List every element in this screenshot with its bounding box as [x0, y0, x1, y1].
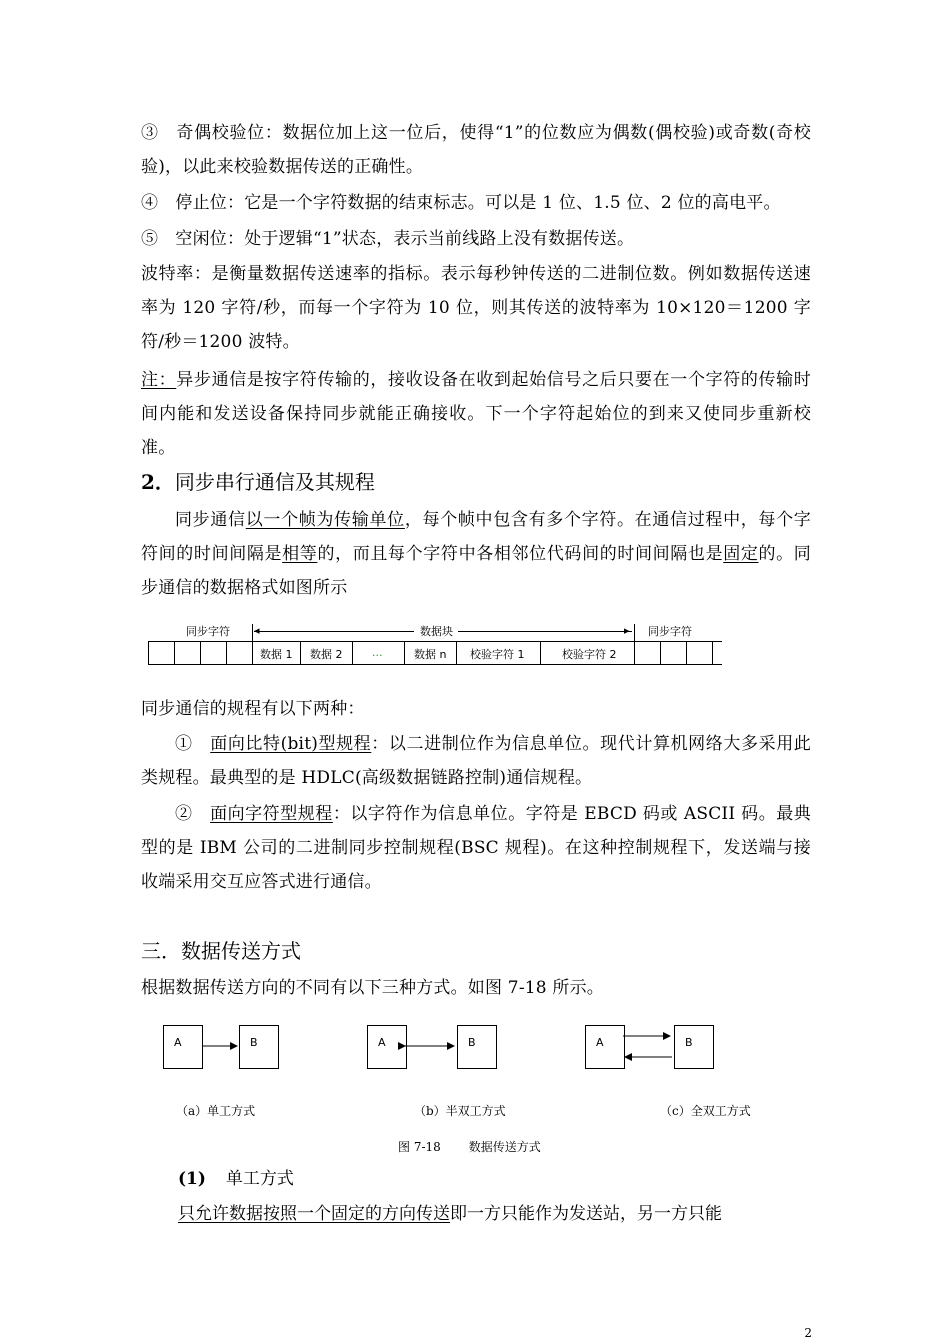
node-label: B — [685, 1036, 693, 1049]
data-block-label: 数据块 — [420, 625, 453, 638]
text-run: 同步通信 — [175, 510, 246, 530]
caption-simplex: （a）单工方式 — [176, 1104, 256, 1118]
list-number: ② — [175, 804, 211, 824]
half-duplex-node-a — [367, 1025, 407, 1069]
figure-caption — [398, 1138, 541, 1155]
caption-half-duplex: （b）半双工方式 — [414, 1104, 506, 1118]
node-label: A — [378, 1036, 386, 1049]
list-number: ① — [175, 734, 211, 754]
paragraph-idle-bit: ⑤ 空闲位：处于逻辑“1”状态，表示当前线路上没有数据传送。 — [141, 229, 635, 249]
paragraph-parity-bit: ③ 奇偶校验位：数据位加上这一位后，使得“1”的位数应为偶数(偶校验)或奇数(奇校验)，以此来校验数据传送的正确性。 — [141, 123, 811, 177]
subheading-number: (1) — [178, 1169, 206, 1189]
data-2-cell: 数据 2 — [310, 648, 343, 661]
node-label: A — [174, 1036, 182, 1049]
underlined-run: 只允许数据按照一个固定的方向传送 — [178, 1204, 450, 1224]
figure-number: 图 7-18 — [398, 1140, 441, 1154]
figure-title: 数据传送方式 — [468, 1140, 541, 1154]
caption-full-duplex: （c）全双工方式 — [660, 1104, 751, 1118]
section-heading-transfer: 三．数据传送方式 — [141, 939, 301, 963]
page-number: 2 — [804, 1326, 812, 1340]
text-run: ：以字符作为信息单位。字符是 EBCD 码或 ASCII 码。最典型的是 IBM 公司的二进制同步控制规程(BSC 规程)。在这种控制规程下，发送端与接收端采用交互应答式进行通信。 — [141, 804, 812, 892]
paragraph-simplex — [178, 1199, 722, 1224]
check-char-2-cell: 校验字符 2 — [562, 648, 617, 661]
text-run: ，每个帧中包含有多个字符。在通信过程中，每个字符间的时间间隔是 — [141, 510, 811, 564]
underlined-run: 相等 — [282, 544, 318, 564]
underlined-run: 固定 — [723, 544, 759, 564]
data-1-cell: 数据 1 — [260, 648, 293, 661]
underlined-run: 以一个帧为传输单位 — [245, 510, 405, 530]
subheading-text: 单工方式 — [225, 1169, 294, 1189]
paragraph-baud-rate: 波特率：是衡量数据传送速率的指标。表示每秒钟传送的二进制位数。例如数据传送速率为 120 字符/秒，而每一个字符为 10 位，则其传送的波特率为 10×120＝1200 字符/秒＝1200 波特。 — [141, 264, 811, 352]
node-label: A — [596, 1036, 604, 1049]
ellipsis-cell: ... — [372, 646, 383, 659]
heading-text: 同步串行通信及其规程 — [174, 470, 375, 494]
paragraph-transfer-intro: 根据数据传送方向的不同有以下三种方式。如图 7-18 所示。 — [141, 978, 604, 998]
full-duplex-node-a — [585, 1025, 625, 1069]
check-char-1-cell: 校验字符 1 — [470, 648, 525, 661]
underlined-run: 面向字符型规程 — [210, 804, 333, 824]
full-duplex-node-b — [674, 1025, 714, 1069]
subheading-simplex — [178, 1164, 294, 1189]
sync-char-right-label: 同步字符 — [648, 625, 692, 638]
note-text: 异步通信是按字符传输的，接收设备在收到起始信号之后只要在一个字符的传输时间内能和发送设备保持同步就能正确接收。下一个字符起始位的到来又使同步重新校准。 — [141, 370, 811, 458]
half-duplex-node-b — [457, 1025, 497, 1069]
simplex-node-b — [239, 1025, 279, 1069]
paragraph-protocols-intro: 同步通信的规程有以下两种： — [141, 699, 365, 719]
note-label: 注： — [141, 370, 177, 390]
node-label: B — [250, 1036, 258, 1049]
arrow-left-icon: ◂ — [254, 624, 260, 637]
node-label: B — [468, 1036, 476, 1049]
text-run: 的。同步通信的数据格式如图所示 — [141, 544, 811, 598]
simplex-node-a — [163, 1025, 203, 1069]
heading-number: 2． — [141, 470, 175, 494]
arrow-right-icon: ▸ — [624, 624, 630, 637]
sync-char-left-label: 同步字符 — [186, 625, 230, 638]
text-run: ：以二进制位作为信息单位。现代计算机网络大多采用此类规程。最典型的是 HDLC(高级数据链路控制)通信规程。 — [141, 734, 811, 788]
paragraph-stop-bit: ④ 停止位：它是一个字符数据的结束标志。可以是 1 位、1.5 位、2 位的高电平。 — [141, 193, 781, 213]
data-n-cell: 数据 n — [414, 648, 447, 661]
underlined-run: 面向比特(bit)型规程 — [210, 734, 372, 754]
text-run: 的，而且每个字符中各相邻位代码间的时间间隔也是 — [317, 544, 724, 564]
text-run: 即一方只能作为发送站，另一方只能 — [450, 1204, 722, 1224]
